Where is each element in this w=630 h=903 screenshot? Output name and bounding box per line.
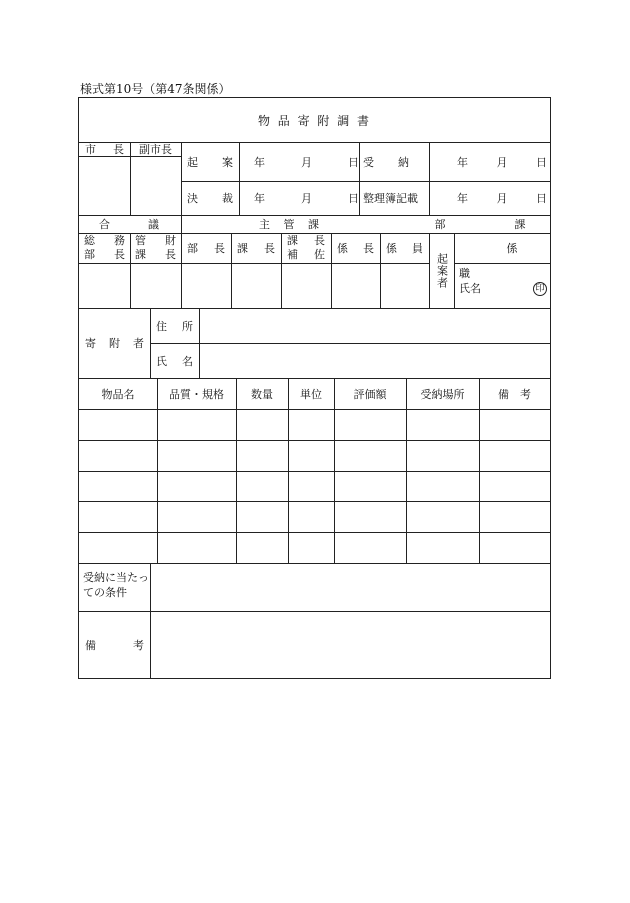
deputy-section-chief-label: 課 長 補 佐 — [287, 234, 325, 261]
name-label: 氏名 — [459, 282, 481, 295]
quality-spec-header: 品質・規格 — [169, 387, 224, 401]
director-label: 部 長 — [187, 242, 225, 255]
receiving-place-header: 受納場所 — [420, 387, 465, 401]
donor-name-label: 氏 名 — [156, 354, 193, 368]
drafter-details — [459, 266, 547, 306]
donation-record-form — [78, 97, 551, 679]
form-title: 物 品 寄 附 調 書 — [257, 113, 372, 128]
general-affairs-director-label: 総 務 部 長 — [84, 234, 125, 261]
received-label: 受 納 — [363, 155, 409, 169]
registry-recorded-label: 整理簿記載 — [363, 192, 418, 205]
mayor-label: 市 長 — [85, 143, 124, 156]
donor-address-field[interactable] — [199, 308, 550, 343]
remarks-label: 備 考 — [85, 639, 144, 652]
consultation-label: 合 議 — [99, 218, 159, 231]
unit-label: 係 — [506, 242, 518, 255]
drafted-label: 起 案 — [187, 155, 233, 169]
section-label: 課 — [514, 218, 526, 231]
seal-mark-icon: 印 — [533, 282, 547, 296]
unit-staff-label: 係 員 — [386, 242, 423, 255]
drafter-label: 起案者 — [435, 252, 449, 289]
donor-label: 寄 附 者 — [85, 337, 144, 350]
decided-date: 年 月 日 — [254, 192, 359, 205]
remarks-field[interactable] — [150, 611, 550, 679]
department-label: 部 — [434, 218, 446, 231]
unit-header: 単位 — [300, 387, 322, 401]
item-remarks-header: 備 考 — [498, 387, 531, 401]
valuation-header: 評価額 — [353, 387, 387, 401]
acceptance-conditions-label: 受納に当たっての条件 — [83, 571, 149, 599]
managing-section-label: 主 管 課 — [259, 218, 319, 231]
received-date: 年 月 日 — [457, 155, 547, 169]
registry-date: 年 月 日 — [457, 192, 547, 205]
item-name-header: 物品名 — [101, 387, 135, 401]
donor-name-field[interactable] — [199, 343, 550, 378]
quantity-header: 数量 — [251, 387, 273, 401]
donor-address-label: 住 所 — [156, 319, 193, 333]
drafted-date: 年 月 日 — [254, 155, 359, 169]
position-label: 職 — [459, 267, 470, 280]
unit-chief-label: 係 長 — [337, 242, 374, 255]
section-chief-label: 課 長 — [237, 242, 275, 255]
decided-label: 決 裁 — [187, 192, 233, 205]
acceptance-conditions-field[interactable] — [150, 563, 550, 611]
form-number-caption: 様式第10号（第47条関係） — [80, 82, 231, 96]
property-manager-label: 管 財 課 長 — [135, 234, 176, 261]
vice-mayor-label: 副市長 — [139, 143, 172, 156]
